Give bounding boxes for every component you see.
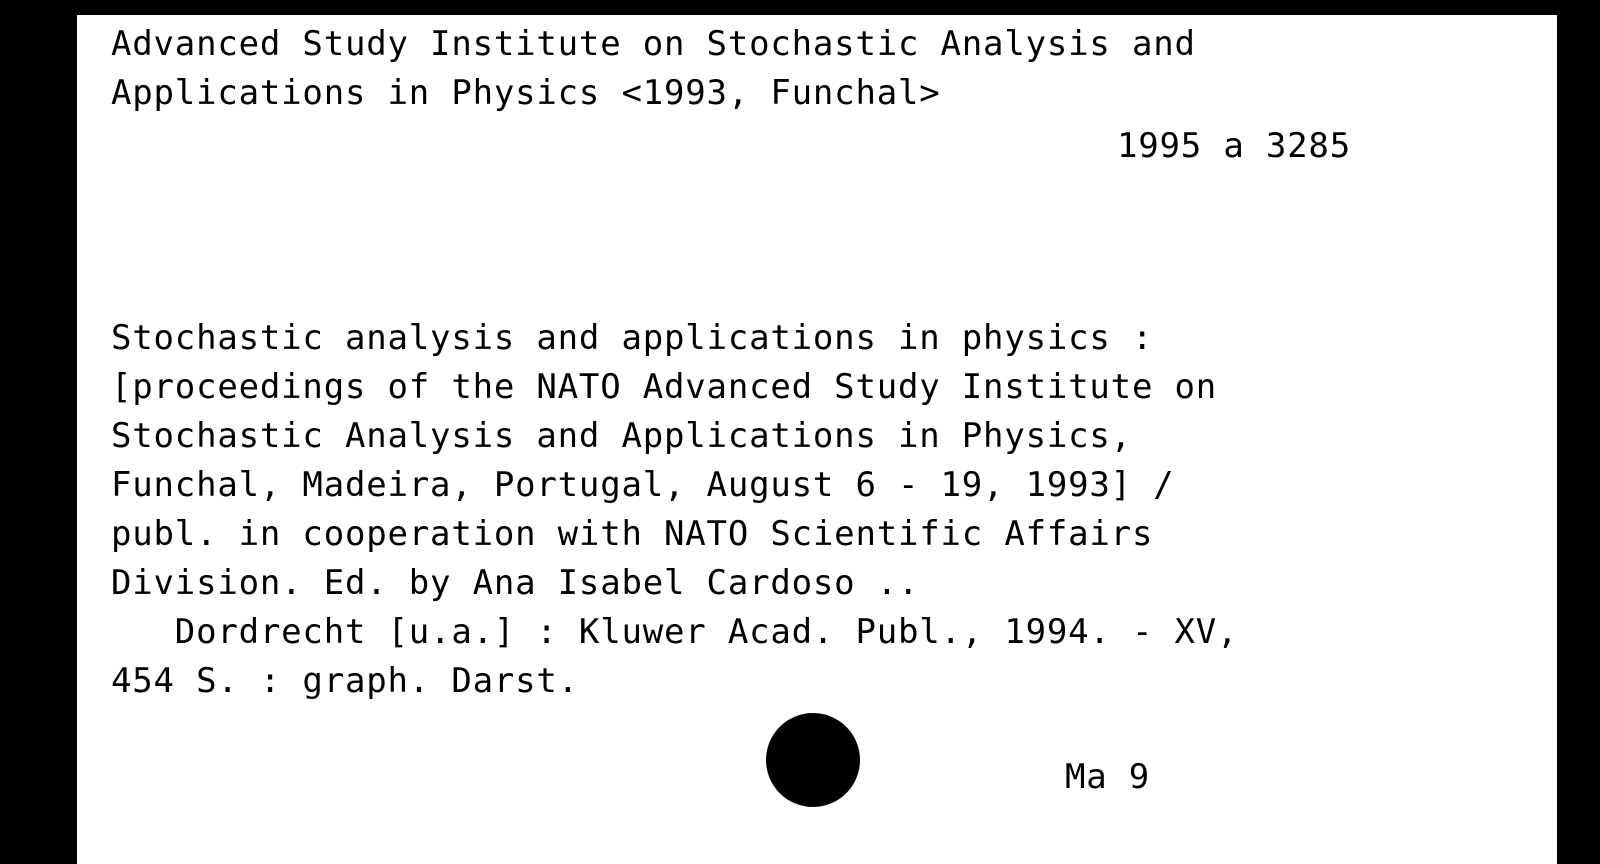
- description-line-5: publ. in cooperation with NATO Scientific Affairs: [111, 514, 1154, 554]
- catalog-card: [77, 15, 1557, 864]
- heading-line-1: Advanced Study Institute on Stochastic Analysis and: [111, 24, 1196, 64]
- description-line-4: Funchal, Madeira, Portugal, August 6 - 19, 1993] /: [111, 465, 1175, 505]
- heading-line-2: Applications in Physics <1993, Funchal>: [111, 73, 941, 113]
- description-line-3: Stochastic Analysis and Applications in Physics,: [111, 416, 1132, 456]
- description-line-6: Division. Ed. by Ana Isabel Cardoso ..: [111, 563, 920, 603]
- description-line-2: [proceedings of the NATO Advanced Study Institute on: [111, 367, 1218, 407]
- call-number: 1995 a 3285: [1117, 126, 1351, 166]
- description-line-1: Stochastic analysis and applications in physics :: [111, 318, 1154, 358]
- punch-hole: [766, 713, 860, 807]
- description-line-8: 454 S. : graph. Darst.: [111, 661, 579, 701]
- shelf-mark: Ma 9: [1065, 757, 1151, 797]
- description-line-7: Dordrecht [u.a.] : Kluwer Acad. Publ., 1994. - XV,: [111, 612, 1239, 652]
